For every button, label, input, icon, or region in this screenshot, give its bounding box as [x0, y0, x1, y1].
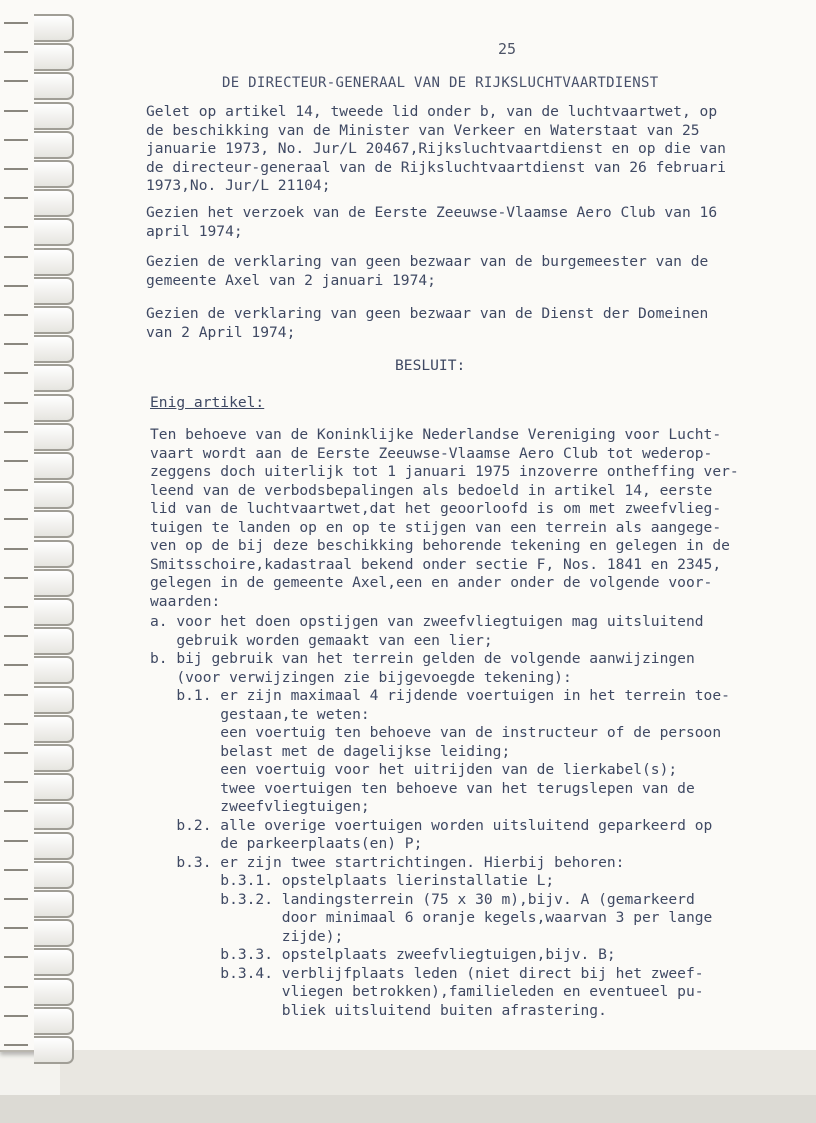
binding-ring [34, 510, 74, 538]
binding-ring [34, 306, 74, 334]
binding-ring [34, 189, 74, 217]
binding-ring [34, 160, 74, 188]
binding-ring [34, 978, 74, 1006]
binding-ring [34, 72, 74, 100]
paragraph-gelet: Gelet op artikel 14, tweede lid onder b, van de luchtvaartwet, op de beschikking van de Minister van Verkeer en Waterstaat van 25 januarie 1973, No. Jur/L 20467,Rijksluchtvaartdienst en op die van de directeur-generaal van de Rijksluchtvaartdienst van 26 februari 1973,No. Jur/L 21104; [146, 103, 726, 194]
binding-ring [34, 686, 74, 714]
binding-ring [34, 14, 74, 42]
binding-ring [34, 598, 74, 626]
paragraph-gezien-burgemeester: Gezien de verklaring van geen bezwaar van de burgemeester van de gemeente Axel van 2 januari 1974; [146, 253, 709, 289]
conditions-list: a. voor het doen opstijgen van zweefvliegtuigen mag uitsluitend gebruik worden gemaakt van een lier; b. bij gebruik van het terrein gelden de volgende aanwijzingen (voor verwijzingen zie bijgevoegde tekening): b.1. er zijn maximaal 4 rijdende voertuigen in het terrein toe- gestaan,te weten: een voertuig ten behoeve van de instructeur of de persoon belast met de dagelijkse leiding; een voertuig voor het uitrijden van de lierkabel(s); twee voertuigen ten behoeve van het terugslepen van de zweefvliegtuigen; b.2. alle overige voertuigen worden uitsluitend geparkeerd op de parkeerplaats(en) P; b.3. er zijn twee startrichtingen. Hierbij behoren: b.3.1. opstelplaats lierinstallatie L; b.3.2. landingsterrein (75 x 30 m),bijv. A (gemarkeerd door minimaal 6 oranje kegels,waarvan 3 per lange zijde); b.3.3. opstelplaats zweefvliegtuigen,bijv. B; b.3.4. verblijfplaats leden (niet direct bij het zweef- vliegen betrokken),familieleden en eventueel pu- bliek uitsluitend buiten afrastering. [150, 613, 730, 1019]
binding-ring [34, 423, 74, 451]
binding-ring [34, 481, 74, 509]
page-number: 25 [498, 40, 517, 58]
paragraph-gezien-domeinen: Gezien de verklaring van geen bezwaar van de Dienst der Domeinen van 2 April 1974; [146, 305, 709, 341]
spiral-binding [0, 0, 80, 1123]
binding-ring [34, 540, 74, 568]
binding-ring [34, 802, 74, 830]
binding-ring [34, 715, 74, 743]
binding-ring [34, 832, 74, 860]
binding-ring [34, 919, 74, 947]
binding-ring [34, 627, 74, 655]
binding-ring [34, 861, 74, 889]
binding-ring [34, 218, 74, 246]
binding-ring [34, 43, 74, 71]
binding-ring [34, 569, 74, 597]
underlying-sheet [60, 1050, 816, 1097]
binding-ring [34, 948, 74, 976]
binding-ring [34, 744, 74, 772]
paragraph-gezien-verzoek: Gezien het verzoek van de Eerste Zeeuwse-Vlaamse Aero Club van 16 april 1974; [146, 204, 718, 240]
binding-ring [34, 656, 74, 684]
binding-ring [34, 131, 74, 159]
binding-ring [34, 452, 74, 480]
binding-ring [34, 1007, 74, 1035]
binding-ring [34, 364, 74, 392]
binding-ring [34, 248, 74, 276]
binding-ring [34, 394, 74, 422]
enig-artikel-heading: Enig artikel: [150, 394, 265, 411]
binding-ring [34, 890, 74, 918]
background-surface [0, 1095, 816, 1123]
binding-ring [34, 277, 74, 305]
article-body: Ten behoeve van de Koninklijke Nederlandse Vereniging voor Lucht- vaart wordt aan de Eerste Zeeuwse-Vlaamse Aero Club tot wederop- zeggens doch uiterlijk tot 1 januari 1975 inzoverre ontheffing ver- leend van de verbodsbepalingen als bedoeld in artikel 14, eerste lid van de luchtvaartwet,dat het geoorloofd is om met zweefvlieg- tuigen te landen op en op te stijgen van een terrein als aangege- ven op de bij deze beschikking behorende tekening en gelegen in de Smitsschoire,kadastraal bekend onder sectie F, Nos. 1841 en 2345, gelegen in de gemeente Axel,een en ander onder de volgende voor- waarden: [150, 426, 739, 610]
document-title: DE DIRECTEUR-GENERAAL VAN DE RIJKSLUCHTVAARTDIENST [222, 75, 659, 91]
binding-ring [34, 335, 74, 363]
binding-ring [34, 773, 74, 801]
binding-ring [34, 1036, 74, 1064]
binding-ring [34, 102, 74, 130]
besluit-heading: BESLUIT: [395, 357, 466, 374]
